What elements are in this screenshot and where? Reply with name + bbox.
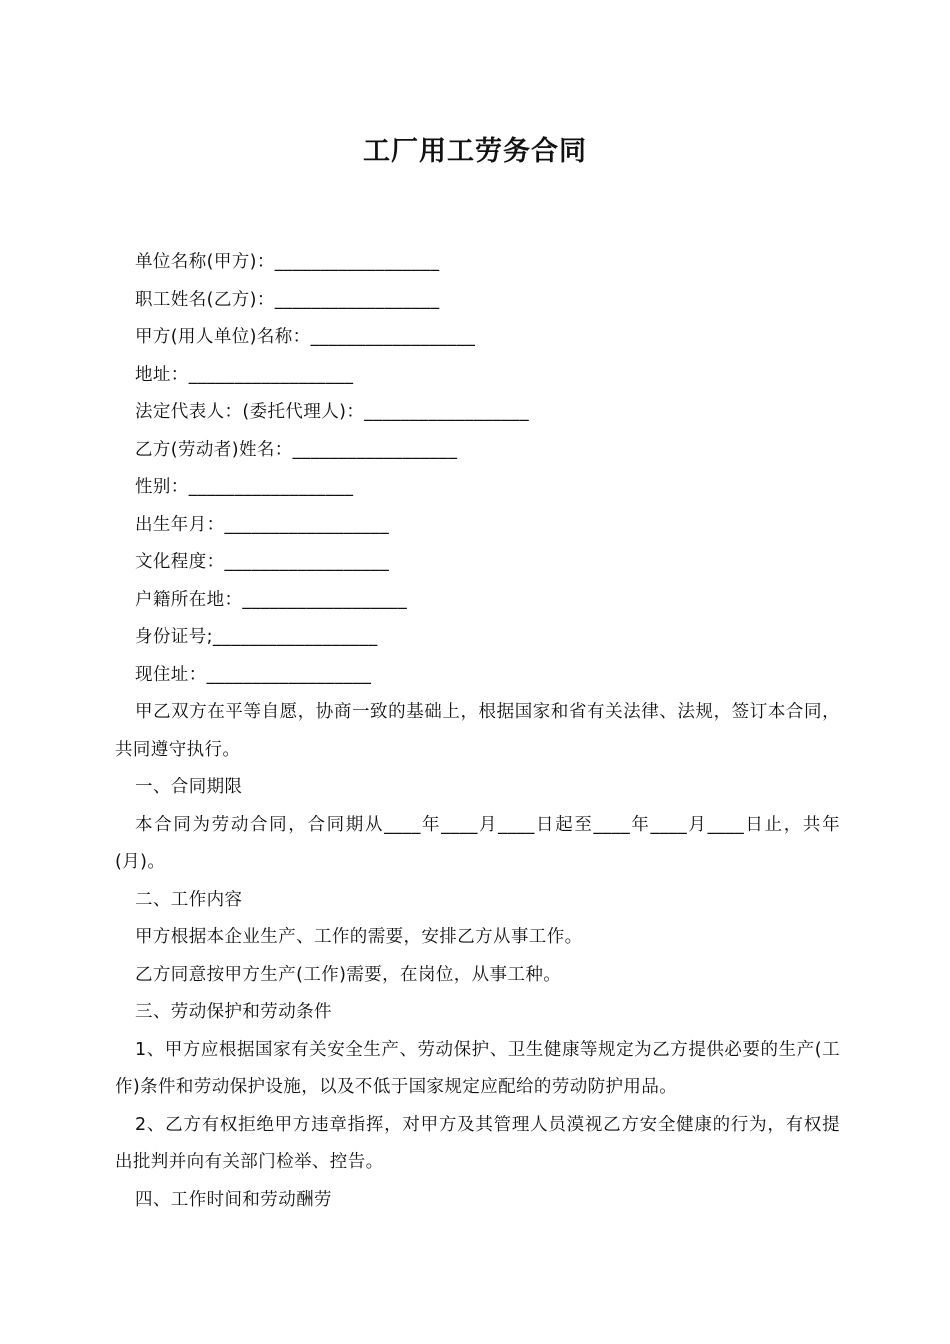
field-label: 身份证号; [135, 627, 213, 647]
section-paragraph: 乙方同意按甲方生产(工作)需要，在岗位，从事工种。 [135, 964, 562, 985]
field-address [115, 357, 840, 395]
field-blank: __________________ [224, 552, 390, 572]
section-heading-work-hours: 四、工作时间和劳动酬劳 [135, 1189, 332, 1210]
section-paragraph: 2、乙方有权拒绝甲方违章指挥，对甲方及其管理人员漠视乙方安全健康的行为，有权提出批判并向有关部门检举、控告。 [115, 1114, 840, 1172]
field-label: 职工姓名(乙方)： [135, 289, 275, 310]
field-blank: __________________ [206, 664, 372, 685]
field-label: 出生年月： [135, 514, 225, 535]
field-gender [115, 469, 840, 507]
field-household-registration [115, 582, 840, 620]
field-blank: __________________ [274, 289, 440, 310]
section-paragraph: 甲方根据本企业生产、工作的需要，安排乙方从事工作。 [135, 927, 583, 947]
field-blank: __________________ [188, 364, 354, 385]
document-title: 工厂用工劳务合同 [363, 136, 587, 167]
field-label: 甲方(用人单位)名称： [135, 327, 311, 347]
field-id-number [115, 619, 840, 657]
field-blank: __________________ [188, 477, 354, 497]
field-blank: __________________ [242, 589, 408, 610]
field-legal-representative [115, 394, 840, 432]
field-label: 乙方(劳动者)姓名： [135, 439, 293, 460]
field-blank: __________________ [310, 327, 476, 347]
field-employer-name [115, 244, 840, 282]
section-paragraph: 本合同为劳动合同，合同期从____年____月____日起至____年____月____日止，共年(月)。 [115, 814, 840, 872]
field-label: 文化程度： [135, 552, 225, 572]
field-employer-unit-name [115, 319, 840, 357]
section-heading-work-content: 二、工作内容 [135, 889, 243, 910]
section-heading-term: 一、合同期限 [135, 777, 243, 797]
field-blank: __________________ [292, 439, 458, 460]
section-paragraph: 1、甲方应根据国家有关安全生产、劳动保护、卫生健康等规定为乙方提供必要的生产(工作)条件和劳动保护设施，以及不低于国家规定应配给的劳动防护用品。 [115, 1039, 840, 1097]
field-label: 性别： [135, 477, 189, 497]
field-blank: __________________ [224, 514, 390, 535]
field-label: 法定代表人：(委托代理人)： [135, 402, 365, 422]
field-birth-date [115, 507, 840, 545]
document-body [115, 244, 840, 1219]
field-label: 地址： [135, 364, 189, 385]
field-worker-name [115, 432, 840, 470]
field-blank: __________________ [274, 252, 440, 272]
field-blank: __________________ [212, 627, 378, 647]
field-current-address [115, 657, 840, 695]
field-blank: __________________ [364, 402, 529, 422]
section-heading-labor-protection: 三、劳动保护和劳动条件 [135, 1002, 332, 1022]
field-label: 户籍所在地： [135, 589, 243, 610]
field-label: 单位名称(甲方)： [135, 252, 275, 272]
intro-paragraph: 甲乙双方在平等自愿，协商一致的基础上，根据国家和省有关法律、法规，签订本合同，共同遵守执行。 [115, 702, 840, 760]
field-employee-name [115, 282, 840, 320]
field-education [115, 544, 840, 582]
field-label: 现住址： [135, 664, 207, 685]
